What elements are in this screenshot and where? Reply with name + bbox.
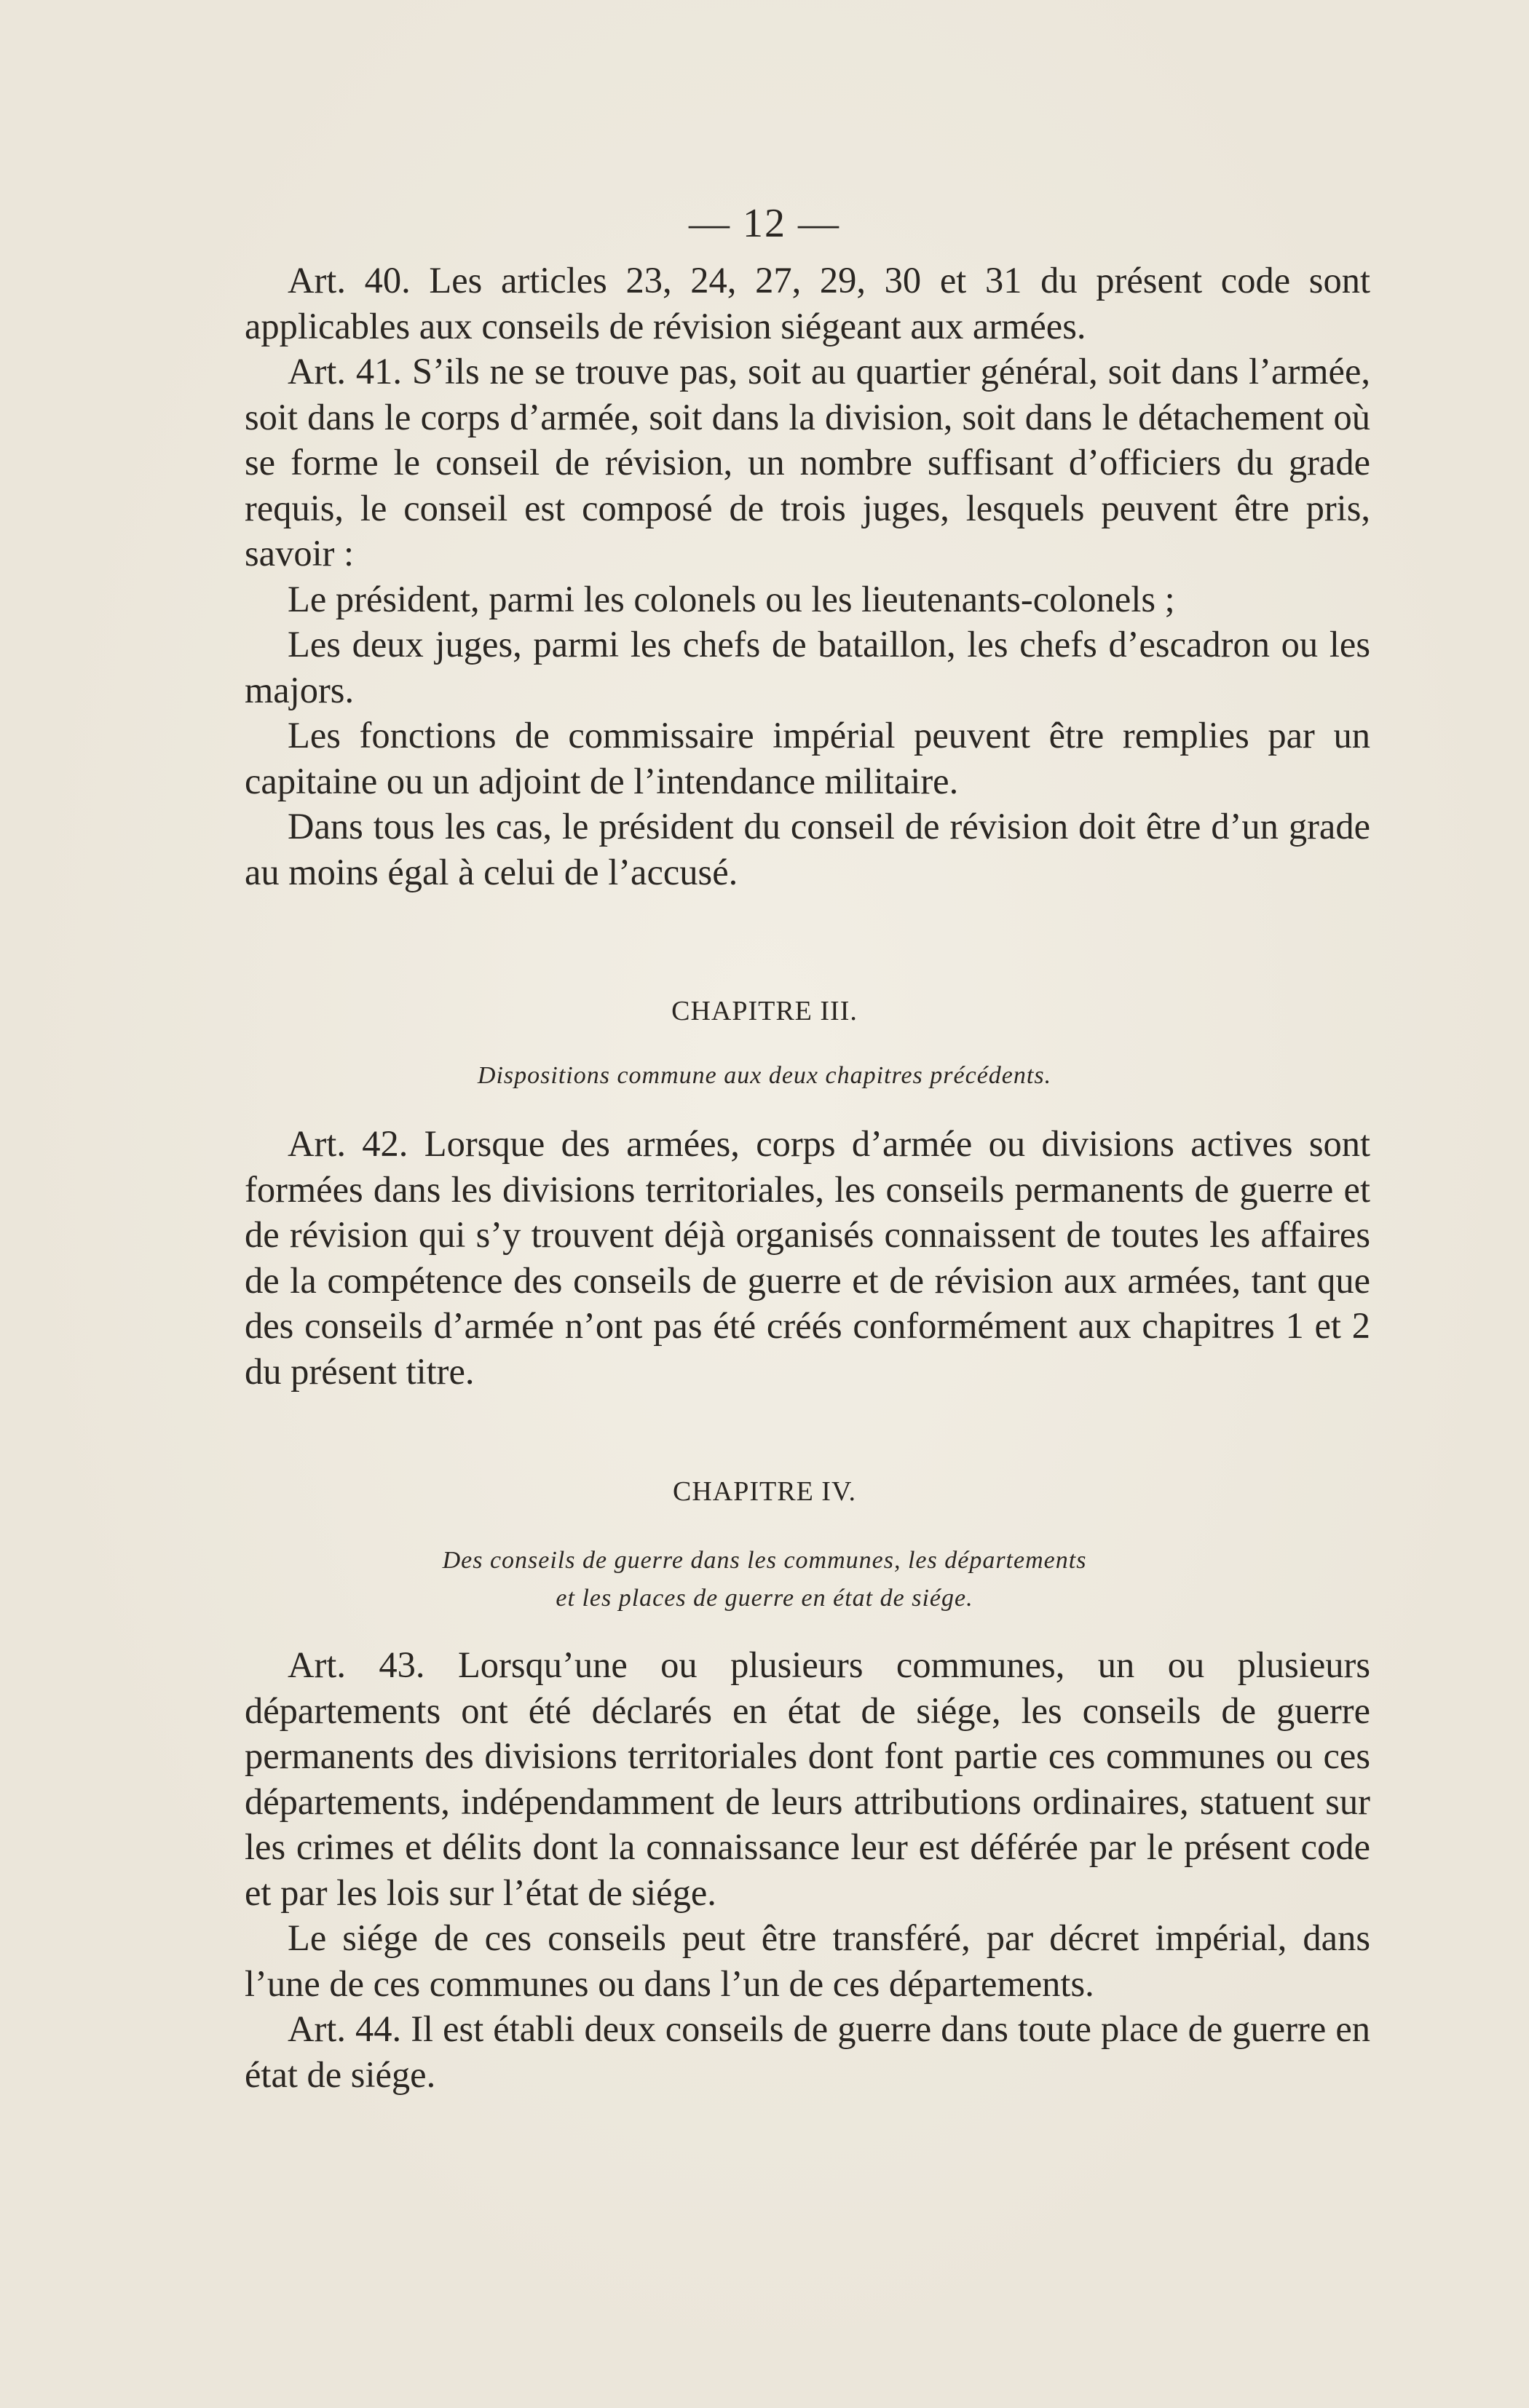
chapter-3-subtitle: Dispositions commune aux deux chapitres précédents. <box>477 1062 1052 1089</box>
paragraph-art-43: Art. 43. Lorsqu’une ou plusieurs communes, un ou plusieurs départements ont été déclarés en état de siége, les conseils de guerre permanents des divisions territoriales dont font partie ces communes ou ces départements, indépendamment de leurs attributions ordinaires, statuent sur les crimes et délits dont la connaissance leur est déférée par le présent code et par les lois sur l’état de siége. <box>245 1644 1370 1913</box>
paragraph-art-44: Art. 44. Il est établi deux conseils de guerre dans toute place de guerre en état de siége. <box>245 2008 1370 2095</box>
paragraph-president: Le président, parmi les colonels ou les lieutenants-colonels ; <box>288 578 1175 619</box>
article-42 <box>245 1121 1370 1394</box>
page-number: — 12 — <box>689 201 840 246</box>
articles-40-41 <box>245 258 1370 895</box>
paragraph-siege-transfer: Le siége de ces conseils peut être transféré, par décret impérial, dans l’une de ces communes ou dans l’un de ces départements. <box>245 1917 1370 2004</box>
paragraph-two-judges: Les deux juges, parmi les chefs de bataillon, les chefs d’escadron ou les majors. <box>245 624 1370 710</box>
chapter-4-subtitle-line-2: et les places de guerre en état de siége. <box>556 1585 973 1612</box>
paragraph-art-41: Art. 41. S’ils ne se trouve pas, soit au quartier général, soit dans l’armée, soit dans le corps d’armée, soit dans la division, soit dans le détachement où se forme le conseil de révision, un nombre suffisant d’officiers du grade requis, le conseil est composé de trois juges, lesquels peuvent être pris, savoir : <box>245 351 1370 574</box>
chapter-4-subtitle <box>349 1542 1180 1617</box>
paragraph-all-cases: Dans tous les cas, le président du conseil de révision doit être d’un grade au moins égal à celui de l’accusé. <box>245 806 1370 892</box>
paragraph-art-40: Art. 40. Les articles 23, 24, 27, 29, 30 et 31 du présent code sont applicables aux conseils de révision siégeant aux armées. <box>245 260 1370 346</box>
chapter-3-title: CHAPITRE III. <box>671 996 858 1026</box>
chapter-4-subtitle-line-1: Des conseils de guerre dans les communes, les départements <box>442 1547 1087 1574</box>
paragraph-art-42: Art. 42. Lorsque des armées, corps d’armée ou divisions actives sont formées dans les divisions territoriales, les conseils permanents de guerre et de révision qui s’y trouvent déjà organisés connaissent de toutes les affaires de la compétence des conseils de guerre et de révision aux armées, tant que des conseils d’armée n’ont pas été créés conformément aux chapitres 1 et 2 du présent titre. <box>245 1123 1370 1392</box>
chapter-4-title: CHAPITRE IV. <box>673 1476 856 1507</box>
paragraph-commissaire: Les fonctions de commissaire impérial peuvent être remplies par un capitaine ou un adjoint de l’intendance militaire. <box>245 715 1370 801</box>
articles-43-44 <box>245 1642 1370 2097</box>
